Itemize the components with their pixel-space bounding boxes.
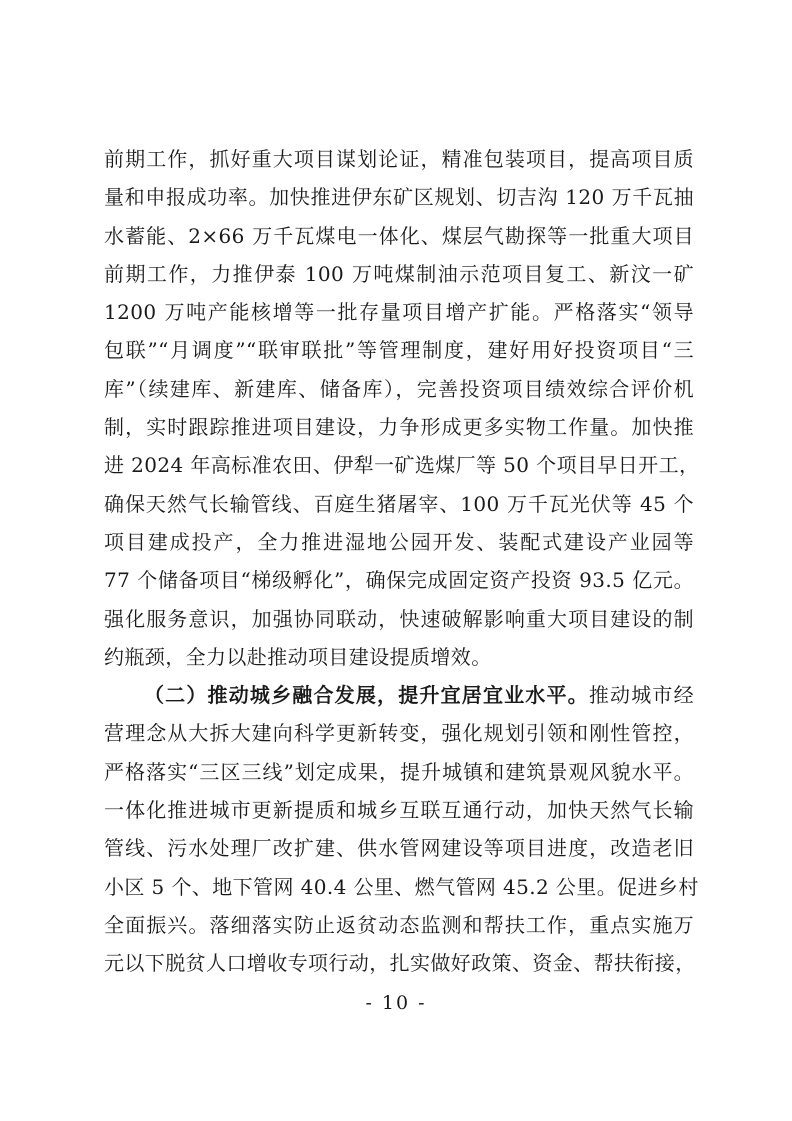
section-heading-line (104, 676, 694, 714)
text-line: 1200 万吨产能核增等一批存量项目增产扩能。严格落实“领导 (104, 300, 694, 325)
text-line: 77 个储备项目“梯级孵化”，确保完成固定资产投资 93.5 亿元。 (104, 568, 694, 593)
text-line: 营理念从大拆大建向科学更新转变，强化规划引领和刚性管控， (104, 721, 694, 746)
text-line: 水蓄能、2×66 万千瓦煤电一体化、煤层气勘探等一批重大项目 (104, 223, 694, 248)
text-line: 包联”“月调度”“联审联批”等管理制度，建好用好投资项目“三 (104, 338, 694, 363)
text-line: 确保天然气长输管线、百庭生猪屠宰、100 万千瓦光伏等 45 个 (104, 491, 694, 516)
text-line: 强化服务意识，加强协同联动，快速破解影响重大项目建设的制 (104, 606, 694, 631)
text-line: 量和申报成功率。加快推进伊东矿区规划、切吉沟 120 万千瓦抽 (104, 185, 694, 210)
text-line: 项目建成投产，全力推进湿地公园开发、装配式建设产业园等 (104, 529, 694, 554)
text-line: 一体化推进城市更新提质和城乡互联互通行动，加快天然气长输 (104, 798, 694, 823)
text-line: 库”（续建库、新建库、储备库），完善投资项目绩效综合评价机 (104, 376, 694, 401)
text-line: 元以下脱贫人口增收专项行动，扎实做好政策、资金、帮扶衔接， (104, 951, 696, 976)
text-line: 前期工作，抓好重大项目谋划论证，精准包装项目，提高项目质 (104, 147, 694, 171)
body-text (104, 140, 700, 983)
text-line: 管线、污水处理厂改扩建、供水管网建设等项目进度，改造老旧 (104, 836, 694, 861)
text-line: 前期工作，力推伊泰 100 万吨煤制油示范项目复工、新汶一矿 (104, 261, 694, 286)
text-line: 全面振兴。落细落实防止返贫动态监测和帮扶工作，重点实施万 (104, 912, 694, 937)
section-heading: （二）推动城乡融合发展，提升宜居宜业水平。 (144, 683, 589, 708)
text-line: 约瓶颈，全力以赴推动项目建设提质增效。 (104, 644, 492, 669)
page-number: - 10 - (365, 992, 427, 1014)
text-line: 小区 5 个、地下管网 40.4 公里、燃气管网 45.2 公里。促进乡村 (104, 874, 699, 899)
text-line: 制，实时跟踪推进项目建设，力争形成更多实物工作量。加快推 (104, 415, 694, 440)
text-line: 严格落实“三区三线”划定成果，提升城镇和建筑景观风貌水平。 (104, 759, 694, 784)
text-line: 进 2024 年高标准农田、伊犁一矿选煤厂等 50 个项目早日开工， (104, 453, 700, 478)
heading-line-rest: 推动城市经 (588, 683, 694, 708)
